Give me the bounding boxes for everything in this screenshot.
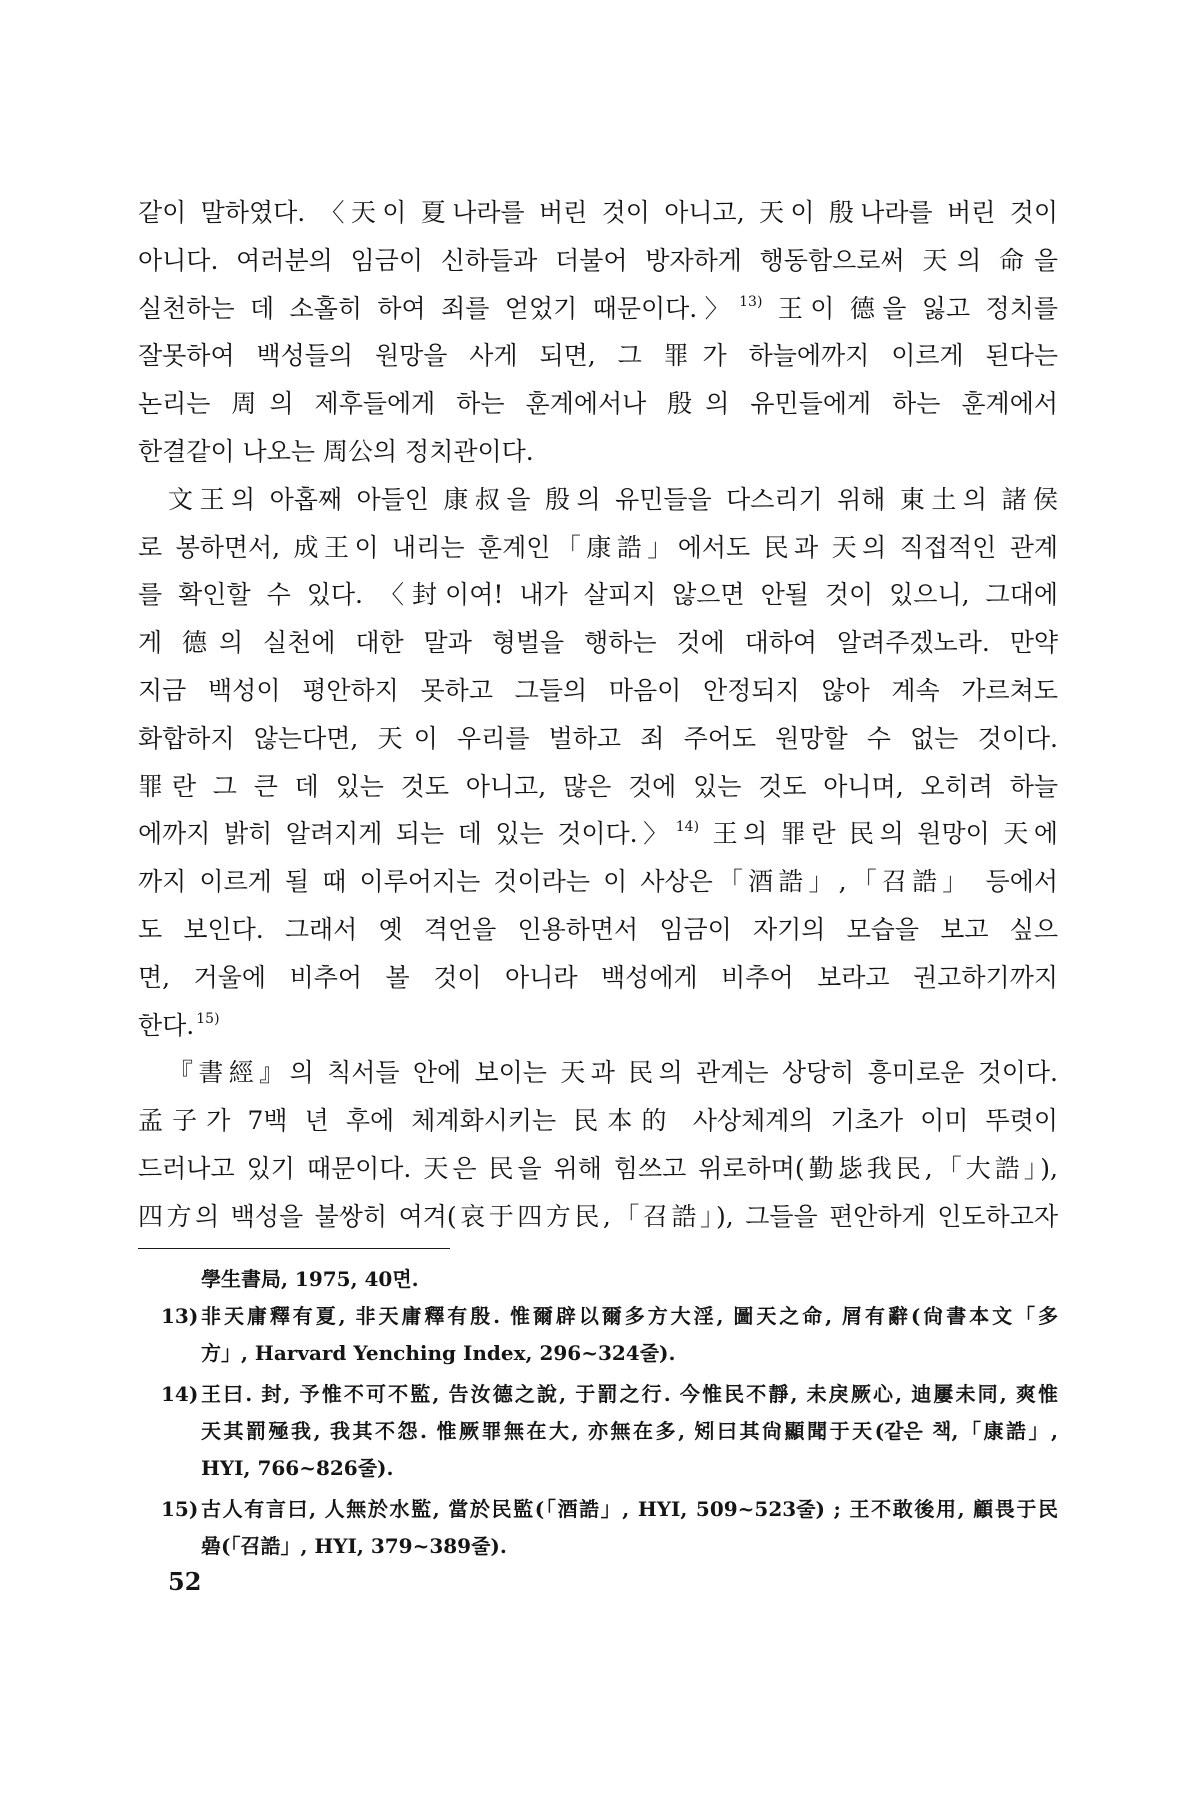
body-line: 지금 백성이 평안하지 못하고 그들의 마음이 안정되지 않아 계속 가르쳐도 [138,675,1058,705]
body-line: 로 봉하면서, 成王이 내리는 훈계인「康誥」에서도 民과 天의 직접적인 관계 [138,532,1058,562]
body-line: 文王의 아홉째 아들인 康叔을 殷의 유민들을 다스리기 위해 東土의 諸侯 [168,484,1058,514]
body-text: 王의 罪란 民의 원망이 天에 [699,819,1058,849]
body-line: 罪란 그 큰 데 있는 것도 아니고, 많은 것에 있는 것도 아니며, 오히려 하늘 [138,771,1058,801]
main-text [138,189,1058,1241]
body-text: 한다. [138,1010,195,1040]
body-line: 四方의 백성을 불쌍히 여겨(哀于四方民,「召誥」), 그들을 편안하게 인도하고자 [138,1201,1058,1231]
footnote-line: 天其罰殛我, 我其不怨. 惟厥罪無在大, 亦無在多, 矧曰其尙顯聞于天(같은 책,「康誥」, [201,1419,1058,1443]
body-line: 아니다. 여러분의 임금이 신하들과 더불어 방자하게 행동함으로써 天의 命을 [138,245,1058,275]
page-number: 52 [168,1567,202,1596]
body-line: 도 보인다. 그래서 옛 격언을 인용하면서 임금이 자기의 모습을 보고 싶으 [138,914,1058,944]
footnote [138,1491,1058,1565]
footnote-reference: 15) [196,1010,220,1027]
body-text: 王이 德을 잃고 정치를 [762,293,1058,323]
footnote-continuation: 學生書局, 1975, 40면. [201,1267,419,1291]
body-line [138,810,1058,858]
body-line: 『書經』의 칙서들 안에 보이는 天과 民의 관계는 상당히 흥미로운 것이다. [168,1058,1058,1088]
body-line: 화합하지 않는다면, 天이 우리를 벌하고 죄 주어도 원망할 수 없는 것이다. [138,723,1058,753]
body-line: 드러나고 있기 때문이다. 天은 民을 위해 힘쓰고 위로하며(勤毖我民,「大誥」), [138,1153,1058,1183]
footnote-line: HYI, 766~826줄). [201,1456,394,1480]
body-line: 잘못하여 백성들의 원망을 사게 되면, 그 罪가 하늘에까지 이르게 된다는 [138,341,1058,371]
body-line [138,1002,1058,1050]
body-text: 에까지 밝히 알려지게 되는 데 있는 것이다.〉 [138,819,674,849]
body-text: 실천하는 데 소홀히 하여 죄를 얻었기 때문이다.〉 [138,293,738,323]
body-line [138,285,1058,333]
body-line: 면, 거울에 비추어 볼 것이 아니라 백성에게 비추어 보라고 권고하기까지 [138,962,1058,992]
footnote-line: 方」, Harvard Yenching Index, 296~324줄). [201,1341,676,1365]
footnotes [138,1261,1058,1565]
body-line: 한결같이 나오는 周公의 정치관이다. [138,436,534,466]
body-line: 孟子가 7백 년 후에 체계화시키는 民本的 사상체계의 기초가 이미 뚜렷이 [138,1106,1058,1136]
footnote-line: 王曰. 封, 予惟不可不監, 告汝德之說, 于罰之行. 今惟民不靜, 未戾厥心, 迪屢未同, 爽惟 [201,1382,1058,1406]
body-line: 논리는 周의 제후들에게 하는 훈계에서나 殷의 유민들에게 하는 훈계에서 [138,389,1058,419]
footnote-rule [138,1248,450,1249]
footnote-number: 14) [161,1382,199,1406]
body-line: 까지 이르게 될 때 이루어지는 것이라는 이 사상은「酒誥」,「召誥」 등에서 [138,867,1058,897]
footnote-number: 15) [161,1497,199,1521]
footnote-reference: 13) [739,293,763,310]
body-line: 같이 말하였다. 〈天이 夏나라를 버린 것이 아니고, 天이 殷나라를 버린 것이 [138,198,1058,227]
footnote-line: 古人有言曰, 人無於水監, 當於民監(「酒誥」, HYI, 509~523줄) ; 王不敢後用, 顧畏于民 [201,1497,1058,1521]
paragraph [138,189,1058,476]
footnote [138,1298,1058,1372]
footnote-number: 13) [161,1304,199,1328]
footnote-line: 非天庸釋有夏, 非天庸釋有殷. 惟爾辟以爾多方大淫, 圖天之命, 屑有辭(尙書本文「多 [201,1304,1058,1328]
footnote-line: 碞(「召誥」, HYI, 379~389줄). [201,1534,507,1558]
paragraph [138,476,1058,1050]
body-line: 를 확인할 수 있다. 〈封이여! 내가 살피지 않으면 안될 것이 있으니, 그대에 [138,580,1058,610]
body-line: 게 德의 실천에 대한 말과 형벌을 행하는 것에 대하여 알려주겠노라. 만약 [138,628,1058,658]
paragraph [138,1049,1058,1240]
footnote [138,1376,1058,1487]
footnote-reference: 14) [675,819,700,836]
